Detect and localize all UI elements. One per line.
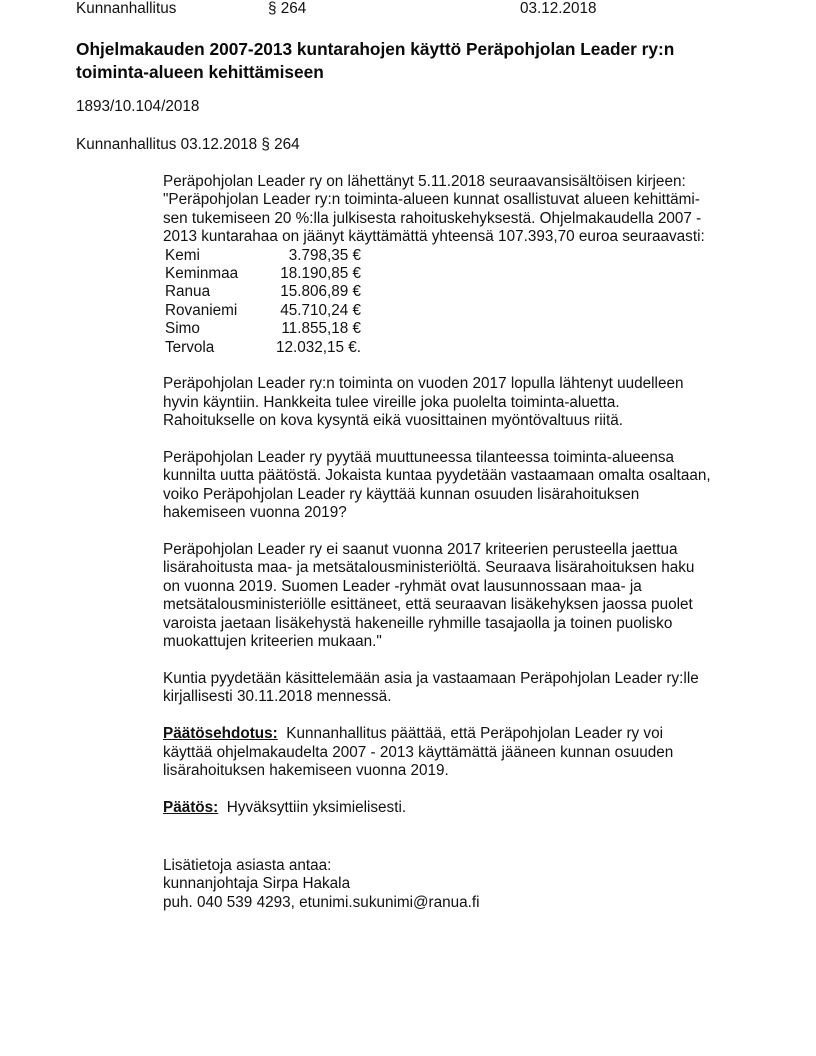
text-line: käyttää ohjelmakaudelta 2007 - 2013 käyttämättä jääneen kunnan osuuden	[163, 743, 674, 761]
text-line: kunnilta uutta päätöstä. Jokaista kuntaa pyydetään vastaamaan omalta osaltaan,	[163, 467, 711, 485]
text-line: lisärahoituksen hakemiseen vuonna 2019.	[163, 761, 449, 779]
proposal-first-line	[163, 725, 763, 743]
paragraph-gap	[163, 707, 763, 725]
text-line: hyvin käyntiin. Hankkeita tulee vireille joka puolelta toiminta-aluetta.	[163, 393, 620, 411]
proposal-label: Päätösehdotus:	[163, 725, 278, 743]
contact-person: kunnanjohtaja Sirpa Hakala	[163, 875, 351, 893]
text-line: Peräpohjolan Leader ry:n toiminta on vuoden 2017 lopulla lähtenyt uudelleen	[163, 375, 684, 393]
header-section: § 264	[268, 0, 307, 17]
record-number: 1893/10.104/2018	[76, 98, 200, 115]
text-line: hakemiseen vuonna 2019?	[163, 504, 347, 522]
text-line: Peräpohjolan Leader ry on lähettänyt 5.11.2018 seuraavansisältöisen kirjeen:	[163, 173, 686, 190]
amounts-table	[165, 247, 361, 357]
municipality-amount: 11.855,18 €	[281, 320, 361, 338]
proposal-text: Kunnanhallitus päättää, että Peräpohjolan Leader ry voi	[286, 725, 663, 743]
paragraph-request	[163, 449, 763, 523]
text-line: Kuntia pyydetään käsittelemään asia ja vastaamaan Peräpohjolan Leader ry:lle	[163, 669, 699, 687]
table-row	[165, 265, 361, 283]
text-line: on vuonna 2019. Suomen Leader -ryhmät ovat lausunnossaan maa- ja	[163, 577, 642, 595]
text-line: varoista jaetaan lisäkehystä hakeneille ryhmille tasajaolla ja toinen puolisko	[163, 614, 673, 632]
municipality-amount: 3.798,35 €	[288, 246, 361, 264]
municipality-name: Kemi	[165, 246, 200, 264]
contact-details: puh. 040 539 4293, etunimi.sukunimi@ranua.fi	[163, 893, 480, 911]
text-line: Peräpohjolan Leader ry ei saanut vuonna 2017 kriteerien perusteella jaettua	[163, 541, 678, 559]
text-line: Rahoitukselle on kova kysyntä eikä vuosittainen myöntövaltuus riitä.	[163, 412, 623, 430]
decision-text: Hyväksyttiin yksimielisesti.	[226, 798, 407, 816]
intro-paragraph	[163, 173, 763, 247]
header-date: 03.12.2018	[520, 0, 597, 17]
table-row	[165, 283, 361, 301]
municipality-name: Simo	[165, 320, 200, 338]
municipality-name: Keminmaa	[165, 265, 239, 283]
paragraph-gap	[163, 523, 763, 541]
municipality-name: Rovaniemi	[165, 301, 238, 319]
paragraph-gap	[163, 780, 763, 798]
title-line: Ohjelmakauden 2007-2013 kuntarahojen käyttö Peräpohjolan Leader ry:n	[76, 39, 675, 59]
table-row	[165, 339, 361, 357]
decision-section	[163, 799, 763, 817]
municipality-amount: 45.710,24 €	[280, 301, 361, 319]
text-line: 2013 kuntarahaa on jäänyt käyttämättä yhteensä 107.393,70 euroa seuraavasti:	[163, 228, 705, 246]
municipality-amount: 12.032,15 €.	[275, 338, 361, 356]
table-row	[165, 302, 361, 320]
text-line: Peräpohjolan Leader ry pyytää muuttuneessa tilanteessa toiminta-alueensa	[163, 449, 675, 467]
table-row	[165, 320, 361, 338]
contact-heading: Lisätietoja asiasta antaa:	[163, 857, 332, 874]
text-line: "Peräpohjolan Leader ry:n toiminta-alueen kunnat osallistuvat alueen kehittämi-	[163, 191, 700, 209]
text-line: kirjallisesti 30.11.2018 mennessä.	[163, 688, 392, 706]
paragraph-gap	[163, 357, 763, 375]
paragraph-activity	[163, 375, 763, 430]
paragraph-deadline	[163, 670, 763, 707]
paragraph-gap	[163, 431, 763, 449]
municipality-amount: 18.190,85 €	[280, 265, 361, 283]
header-body: Kunnanhallitus	[76, 0, 177, 17]
decision-label: Päätös:	[163, 798, 219, 816]
document-title	[76, 38, 776, 84]
proposal-section	[163, 725, 763, 780]
text-line: voiko Peräpohjolan Leader ry käyttää kunnan osuuden lisärahoituksen	[163, 485, 640, 503]
document-body	[163, 173, 763, 817]
meeting-reference: Kunnanhallitus 03.12.2018 § 264	[76, 136, 300, 153]
contact-info	[163, 857, 480, 912]
paragraph-gap	[163, 652, 763, 670]
text-line: lisärahoitusta maa- ja metsätalousministeriöltä. Seuraava lisärahoituksen haku	[163, 559, 695, 577]
municipality-amount: 15.806,89 €	[280, 283, 361, 301]
table-row	[165, 247, 361, 265]
municipality-name: Tervola	[165, 338, 215, 356]
text-line: metsätalousministeriölle esittäneet, että seuraavan lisäkehyksen jaossa puolet	[163, 596, 693, 614]
title-line: toiminta-alueen kehittämiseen	[76, 62, 324, 82]
text-line: muokattujen kriteerien mukaan."	[163, 633, 382, 651]
municipality-name: Ranua	[165, 283, 211, 301]
text-line: sen tukemiseen 20 %:lla julkisesta rahoituskehyksestä. Ohjelmakaudella 2007 -	[163, 209, 702, 227]
paragraph-funding	[163, 541, 763, 651]
